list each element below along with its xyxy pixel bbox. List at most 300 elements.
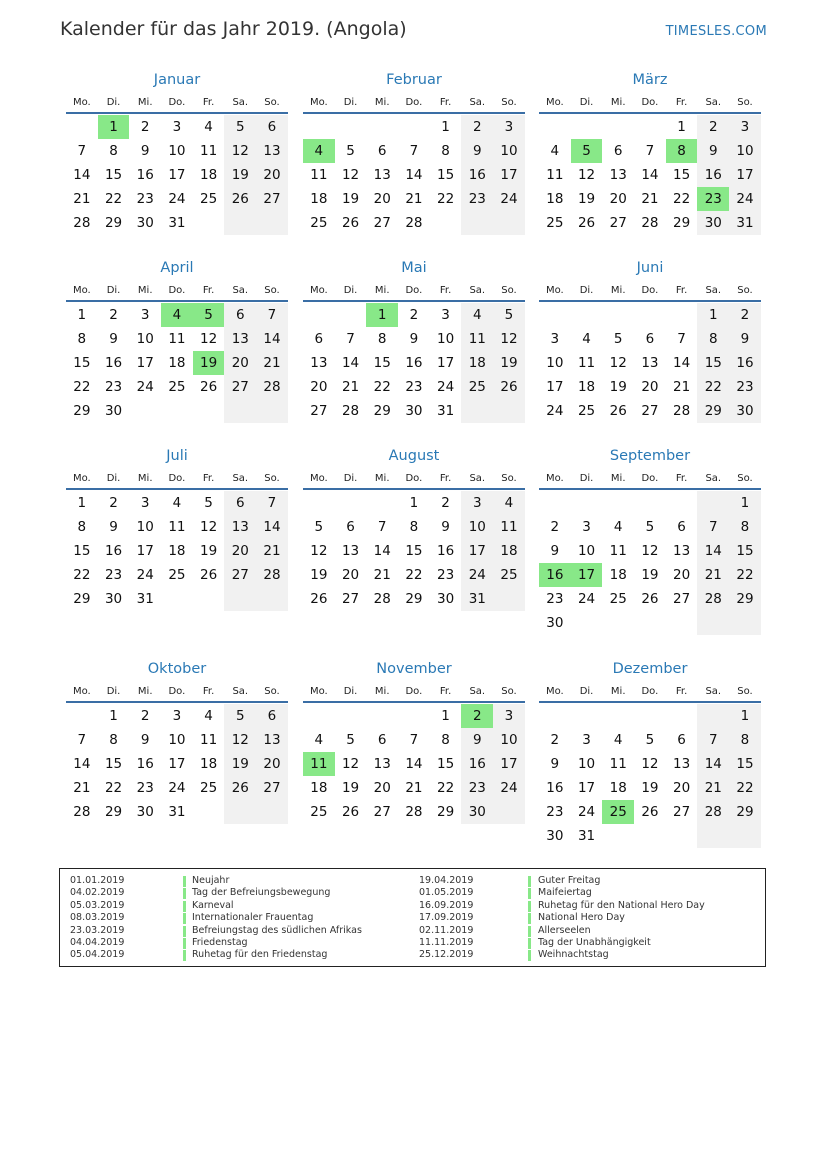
holiday-name: Befreiungstag des südlichen Afrikas: [192, 924, 362, 936]
holiday-legend-row: [419, 937, 759, 949]
weekday-label: So.: [737, 97, 753, 108]
empty-day-cell: [539, 115, 571, 139]
day-cell: 9: [441, 519, 450, 535]
holiday-marker: [528, 913, 531, 924]
holiday-legend-row: [70, 875, 410, 887]
weekday-label: Mi.: [610, 285, 626, 296]
weekday-label: Fr.: [675, 97, 688, 108]
day-cell: 21: [405, 191, 423, 207]
day-cell: 24: [546, 403, 564, 419]
holiday-date: 05.03.2019: [70, 899, 125, 911]
day-cell: 20: [310, 379, 328, 395]
day-cell: 14: [256, 515, 288, 539]
weekday-label: Sa.: [705, 97, 722, 108]
weekday-label: So.: [264, 285, 280, 296]
day-cell: 22: [405, 567, 423, 583]
day-cell: 28: [641, 215, 659, 231]
day-cell: 12: [310, 543, 328, 559]
day-cell: 7: [697, 728, 729, 752]
day-cell: 29: [729, 800, 761, 824]
weekday-label: Do.: [168, 473, 186, 484]
month-name: Oktober: [147, 661, 207, 677]
day-cell: 13: [256, 728, 288, 752]
day-cell: 25: [200, 780, 218, 796]
day-cell: 8: [729, 515, 761, 539]
holiday-legend-row: [419, 900, 759, 912]
day-cell: 9: [461, 139, 493, 163]
day-cell: 7: [346, 331, 355, 347]
weekday-label: Fr.: [202, 686, 215, 697]
empty-day-cell: [571, 115, 603, 139]
empty-day-cell: [66, 115, 98, 139]
empty-day-cell: [571, 611, 603, 635]
day-cell: 26: [224, 187, 256, 211]
day-cell: 19: [577, 191, 596, 207]
day-cell: 9: [109, 331, 118, 347]
month-januar: [66, 72, 288, 235]
day-cell: 30: [729, 399, 761, 423]
empty-day-cell: [602, 611, 634, 635]
weekday-label: Di.: [579, 97, 594, 108]
day-cell: 17: [546, 379, 564, 395]
day-cell: 28: [673, 403, 691, 419]
day-cell: 29: [729, 587, 761, 611]
day-cell: 2: [109, 495, 118, 511]
empty-day-cell: [66, 704, 98, 728]
day-cell: 18: [310, 780, 328, 796]
day-cell: 23: [546, 591, 564, 607]
empty-day-cell: [666, 491, 698, 515]
day-cell: 19: [609, 379, 627, 395]
day-cell: 11: [168, 519, 186, 535]
weekday-label: Mi.: [374, 686, 390, 697]
day-cell: 1: [441, 708, 450, 724]
day-cell: 23: [461, 187, 493, 211]
holiday-day-cell: 8: [666, 139, 698, 163]
day-cell: 26: [641, 804, 659, 820]
day-cell: 26: [200, 567, 218, 583]
day-grid: [303, 303, 525, 423]
empty-day-cell: [493, 587, 525, 611]
day-cell: 11: [493, 515, 525, 539]
weekday-label: Di.: [343, 97, 358, 108]
day-cell: 30: [697, 211, 729, 235]
weekday-header: [539, 683, 761, 703]
day-cell: 1: [77, 495, 87, 511]
day-cell: 14: [673, 355, 691, 371]
day-cell: 27: [224, 375, 256, 399]
holiday-day-cell: 25: [602, 800, 634, 824]
empty-day-cell: [461, 399, 493, 423]
day-cell: 1: [109, 708, 118, 724]
day-cell: 23: [136, 191, 154, 207]
holiday-marker: [528, 926, 531, 937]
empty-day-cell: [697, 611, 729, 635]
holiday-day-cell: 2: [461, 704, 493, 728]
day-cell: 10: [493, 728, 525, 752]
day-cell: 29: [437, 804, 455, 820]
day-cell: 2: [729, 303, 761, 327]
weekday-label: Sa.: [232, 97, 249, 108]
day-cell: 19: [641, 780, 659, 796]
day-cell: 10: [136, 331, 154, 347]
day-cell: 3: [461, 491, 493, 515]
day-cell: 1: [729, 491, 761, 515]
day-cell: 2: [140, 708, 150, 724]
month-name: Dezember: [612, 661, 688, 677]
day-cell: 29: [73, 591, 91, 607]
day-cell: 8: [109, 732, 118, 748]
day-cell: 14: [697, 752, 729, 776]
weekday-label: Do.: [641, 473, 659, 484]
holiday-date: 01.01.2019: [70, 875, 125, 886]
month-name: November: [376, 661, 452, 677]
day-cell: 24: [136, 379, 154, 395]
weekday-label: Di.: [579, 285, 594, 296]
weekday-label: So.: [501, 473, 517, 484]
day-cell: 16: [104, 543, 123, 559]
holiday-legend-row: [419, 949, 759, 961]
empty-day-cell: [571, 491, 603, 515]
day-cell: 20: [341, 567, 360, 583]
day-cell: 1: [441, 119, 450, 135]
day-cell: 11: [577, 355, 596, 371]
holiday-day-cell: 1: [366, 303, 398, 327]
day-cell: 11: [310, 167, 328, 183]
weekday-header: [539, 282, 761, 302]
weekday-header: [303, 470, 525, 490]
day-cell: 2: [550, 732, 560, 748]
day-cell: 19: [200, 543, 218, 559]
month-august: [303, 448, 525, 611]
month-name: Juli: [166, 448, 188, 464]
empty-day-cell: [224, 587, 256, 611]
holiday-legend-row: [419, 887, 759, 899]
day-cell: 18: [310, 191, 328, 207]
day-cell: 25: [577, 403, 596, 419]
weekday-label: Mo.: [309, 686, 328, 697]
day-cell: 24: [168, 780, 186, 796]
month-november: [303, 661, 525, 824]
day-cell: 27: [609, 215, 627, 231]
day-cell: 6: [377, 732, 387, 748]
month-name: März: [632, 72, 668, 88]
day-cell: 24: [493, 776, 525, 800]
day-cell: 17: [493, 752, 525, 776]
weekday-label: Mi.: [374, 97, 390, 108]
day-cell: 6: [224, 303, 256, 327]
day-cell: 30: [104, 591, 123, 607]
day-grid: [66, 704, 288, 824]
day-cell: 10: [577, 756, 596, 772]
day-cell: 28: [405, 804, 423, 820]
weekday-label: Mi.: [610, 473, 626, 484]
empty-day-cell: [634, 611, 666, 635]
month-name: April: [160, 260, 194, 276]
weekday-label: Di.: [579, 473, 594, 484]
holiday-day-cell: 5: [193, 303, 225, 327]
day-cell: 20: [256, 752, 288, 776]
day-cell: 22: [697, 375, 729, 399]
month-juli: [66, 448, 288, 611]
day-cell: 15: [673, 167, 691, 183]
empty-day-cell: [602, 303, 634, 327]
day-cell: 22: [104, 780, 123, 796]
day-cell: 12: [224, 139, 256, 163]
holiday-name: Internationaler Frauentag: [192, 912, 314, 924]
day-cell: 16: [697, 163, 729, 187]
day-cell: 7: [697, 515, 729, 539]
weekday-label: Do.: [405, 686, 423, 697]
month-juni: [539, 260, 761, 423]
day-cell: 24: [577, 804, 596, 820]
day-cell: 11: [461, 327, 493, 351]
weekday-label: Mi.: [137, 473, 153, 484]
day-cell: 24: [461, 563, 493, 587]
brand-link[interactable]: TIMESLES.COM: [665, 24, 767, 39]
day-cell: 5: [346, 143, 355, 159]
weekday-label: So.: [737, 686, 753, 697]
weekday-label: Do.: [168, 686, 186, 697]
holiday-date: 19.04.2019: [419, 875, 474, 886]
day-cell: 28: [256, 375, 288, 399]
day-cell: 18: [168, 543, 186, 559]
day-cell: 23: [437, 567, 455, 583]
day-cell: 11: [546, 167, 564, 183]
holiday-legend-left: [70, 875, 410, 962]
day-cell: 24: [437, 379, 455, 395]
weekday-label: Do.: [641, 285, 659, 296]
weekday-label: Sa.: [705, 285, 722, 296]
holiday-legend-row: [70, 937, 410, 949]
day-cell: 13: [341, 543, 360, 559]
day-cell: 22: [373, 379, 391, 395]
weekday-label: Fr.: [439, 97, 452, 108]
day-cell: 18: [546, 191, 564, 207]
day-cell: 22: [104, 191, 123, 207]
holiday-name: Ruhetag für den Friedenstag: [192, 949, 328, 961]
day-cell: 3: [582, 732, 591, 748]
weekday-label: Mo.: [545, 473, 564, 484]
day-cell: 6: [256, 115, 288, 139]
weekday-label: So.: [501, 686, 517, 697]
empty-day-cell: [539, 704, 571, 728]
day-cell: 24: [577, 591, 596, 607]
empty-day-cell: [129, 399, 161, 423]
day-cell: 10: [168, 732, 186, 748]
day-cell: 22: [437, 780, 455, 796]
day-cell: 7: [256, 303, 288, 327]
holiday-legend-row: [419, 875, 759, 887]
day-cell: 1: [729, 704, 761, 728]
day-cell: 15: [73, 543, 91, 559]
day-cell: 20: [373, 780, 391, 796]
weekday-label: Di.: [579, 686, 594, 697]
day-grid: [539, 303, 761, 423]
holiday-legend-right: [419, 875, 759, 962]
day-cell: 24: [168, 191, 186, 207]
day-grid: [303, 115, 525, 235]
day-cell: 7: [77, 143, 87, 159]
day-cell: 29: [673, 215, 691, 231]
day-cell: 30: [437, 591, 455, 607]
weekday-label: Fr.: [202, 97, 215, 108]
day-cell: 6: [677, 732, 686, 748]
day-cell: 30: [136, 804, 154, 820]
weekday-header: [303, 683, 525, 703]
day-cell: 22: [673, 191, 691, 207]
holiday-marker: [528, 938, 531, 949]
day-cell: 18: [577, 379, 596, 395]
day-cell: 4: [461, 303, 493, 327]
empty-day-cell: [303, 115, 335, 139]
day-cell: 18: [609, 567, 627, 583]
weekday-label: Mo.: [545, 97, 564, 108]
day-cell: 9: [140, 143, 150, 159]
day-cell: 8: [441, 732, 450, 748]
day-cell: 8: [697, 327, 729, 351]
day-cell: 13: [310, 355, 328, 371]
day-cell: 15: [104, 167, 123, 183]
day-cell: 12: [200, 331, 218, 347]
day-cell: 25: [200, 191, 218, 207]
day-cell: 21: [697, 563, 729, 587]
day-cell: 7: [409, 732, 419, 748]
day-cell: 22: [73, 567, 91, 583]
day-cell: 20: [224, 539, 256, 563]
day-cell: 2: [461, 115, 493, 139]
day-cell: 2: [441, 495, 450, 511]
day-cell: 6: [256, 704, 288, 728]
empty-day-cell: [602, 704, 634, 728]
weekday-label: Di.: [106, 97, 121, 108]
day-grid: [66, 115, 288, 235]
day-cell: 29: [73, 403, 91, 419]
day-cell: 3: [172, 119, 182, 135]
day-cell: 16: [461, 752, 493, 776]
day-cell: 12: [493, 327, 525, 351]
day-cell: 4: [204, 119, 213, 135]
weekday-label: Mi.: [137, 686, 153, 697]
day-cell: 13: [373, 756, 391, 772]
day-cell: 5: [346, 732, 355, 748]
empty-day-cell: [634, 491, 666, 515]
day-cell: 27: [256, 776, 288, 800]
weekday-label: Do.: [641, 686, 659, 697]
day-cell: 10: [437, 331, 455, 347]
day-cell: 11: [200, 143, 218, 159]
weekday-header: [66, 470, 288, 490]
weekday-label: Mi.: [137, 285, 153, 296]
weekday-label: So.: [264, 686, 280, 697]
day-cell: 24: [136, 567, 154, 583]
day-cell: 7: [409, 143, 419, 159]
month-oktober: [66, 661, 288, 824]
day-cell: 31: [437, 403, 455, 419]
day-cell: 15: [437, 756, 455, 772]
month-name: Mai: [401, 260, 427, 276]
day-cell: 11: [168, 331, 186, 347]
day-cell: 12: [200, 519, 218, 535]
weekday-label: So.: [501, 285, 517, 296]
day-cell: 12: [341, 167, 360, 183]
day-cell: 26: [641, 591, 659, 607]
day-cell: 27: [224, 563, 256, 587]
day-cell: 8: [409, 519, 419, 535]
day-cell: 4: [314, 732, 324, 748]
day-cell: 9: [729, 327, 761, 351]
holiday-legend-row: [419, 925, 759, 937]
day-cell: 28: [73, 215, 91, 231]
day-cell: 18: [200, 167, 218, 183]
day-cell: 17: [136, 355, 154, 371]
day-cell: 31: [729, 211, 761, 235]
day-cell: 21: [256, 351, 288, 375]
weekday-label: Fr.: [675, 473, 688, 484]
day-cell: 15: [437, 167, 455, 183]
empty-day-cell: [303, 704, 335, 728]
weekday-label: Mo.: [309, 473, 328, 484]
day-cell: 19: [341, 191, 360, 207]
day-cell: 20: [256, 163, 288, 187]
day-cell: 5: [613, 331, 623, 347]
day-cell: 13: [641, 355, 659, 371]
day-cell: 26: [310, 591, 328, 607]
day-cell: 31: [168, 215, 186, 231]
day-cell: 4: [172, 495, 182, 511]
day-cell: 14: [73, 167, 91, 183]
holiday-date: 04.02.2019: [70, 887, 125, 899]
weekday-label: Do.: [405, 285, 423, 296]
empty-day-cell: [602, 115, 634, 139]
day-cell: 25: [310, 804, 328, 820]
day-cell: 26: [577, 215, 596, 231]
empty-day-cell: [193, 399, 225, 423]
empty-day-cell: [571, 704, 603, 728]
day-cell: 8: [377, 331, 387, 347]
day-cell: 24: [729, 187, 761, 211]
day-cell: 13: [256, 139, 288, 163]
weekday-label: Di.: [106, 473, 121, 484]
day-cell: 3: [582, 519, 591, 535]
holiday-marker: [183, 913, 186, 924]
empty-day-cell: [461, 211, 493, 235]
empty-day-cell: [493, 399, 525, 423]
day-cell: 26: [341, 804, 360, 820]
day-cell: 23: [729, 375, 761, 399]
day-cell: 9: [550, 543, 560, 559]
day-cell: 21: [73, 780, 91, 796]
day-cell: 22: [73, 379, 91, 395]
day-cell: 5: [224, 115, 256, 139]
weekday-label: Di.: [343, 686, 358, 697]
day-cell: 13: [224, 327, 256, 351]
day-cell: 4: [493, 491, 525, 515]
day-cell: 16: [461, 163, 493, 187]
day-cell: 29: [104, 804, 123, 820]
day-cell: 22: [729, 563, 761, 587]
day-cell: 26: [200, 379, 218, 395]
empty-day-cell: [697, 704, 729, 728]
day-cell: 18: [609, 780, 627, 796]
day-cell: 1: [77, 307, 87, 323]
day-cell: 10: [493, 139, 525, 163]
day-cell: 9: [140, 732, 150, 748]
day-cell: 13: [224, 515, 256, 539]
day-cell: 16: [104, 355, 123, 371]
day-cell: 3: [550, 331, 560, 347]
day-cell: 3: [140, 307, 150, 323]
